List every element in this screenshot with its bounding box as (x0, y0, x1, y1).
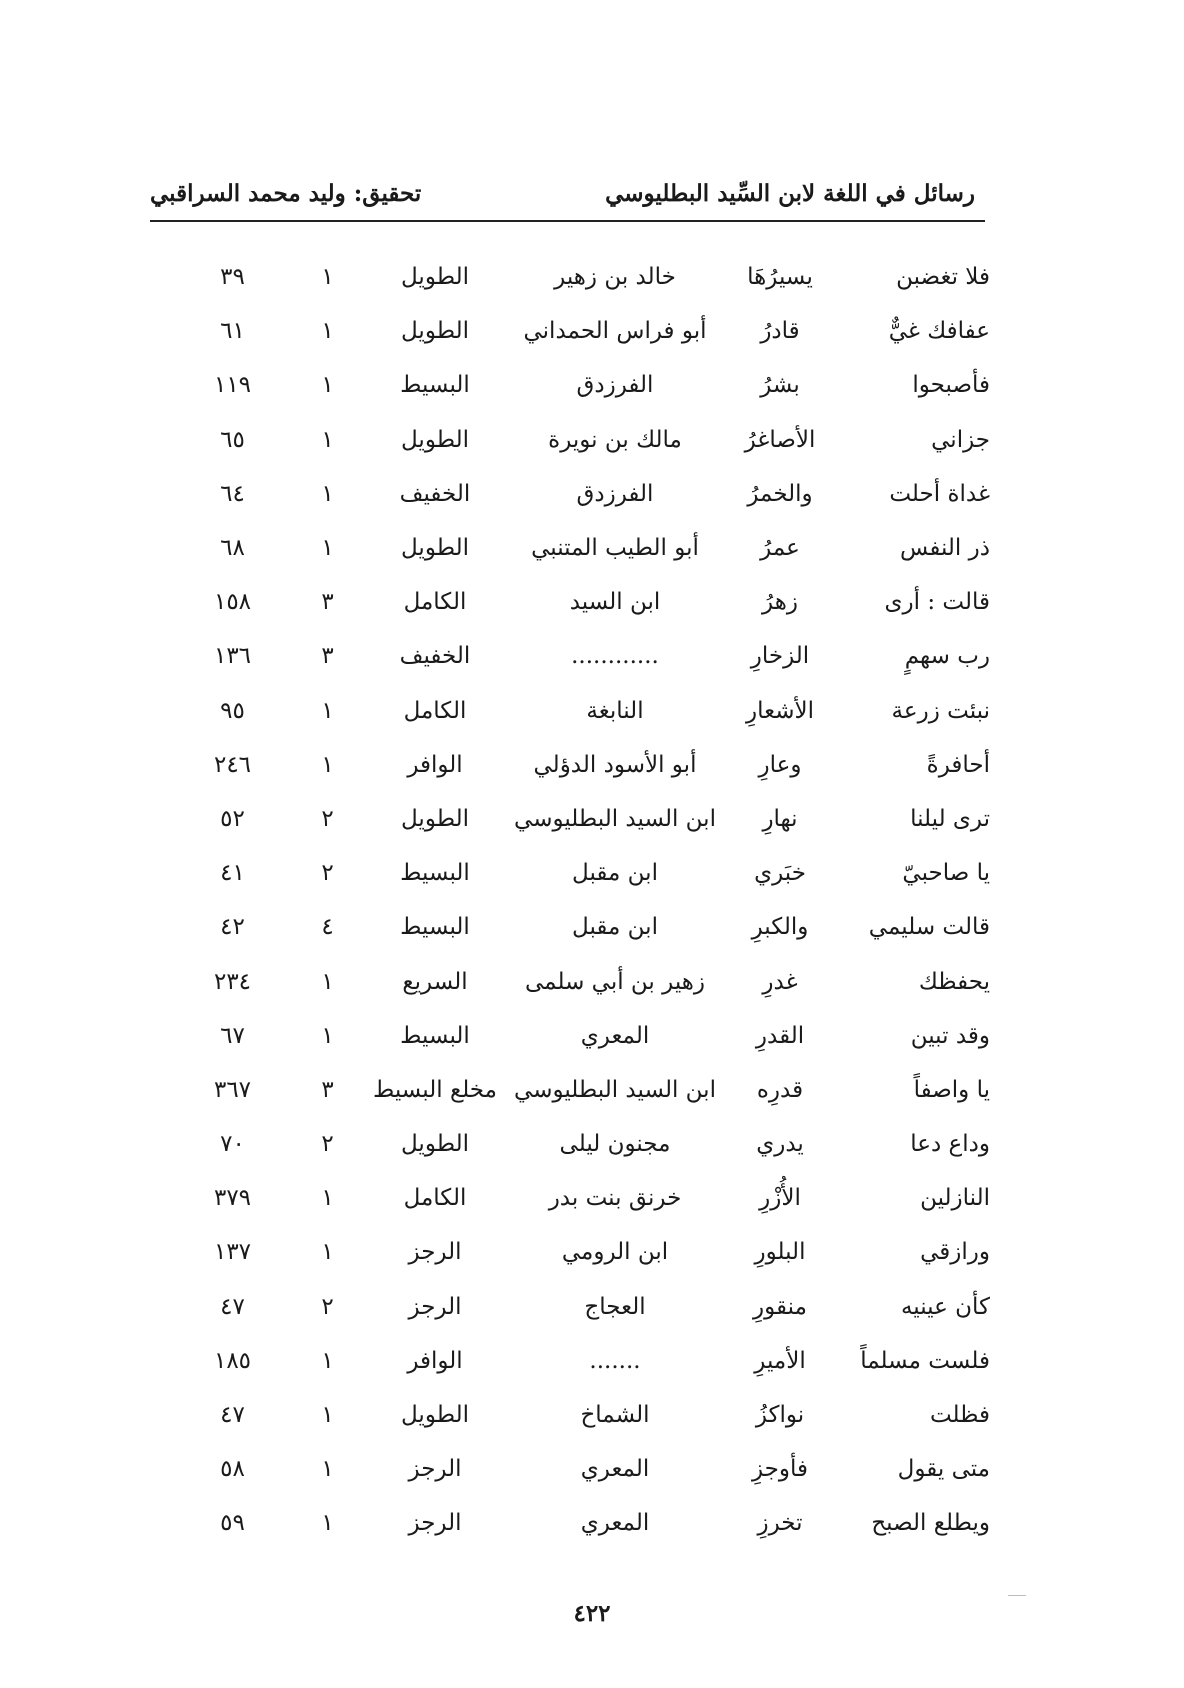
rhyme-word: الأشعارِ (746, 697, 814, 724)
rhyme-word: تخرزِ (757, 1510, 803, 1537)
rhyme-word: قدرِه (756, 1076, 804, 1103)
poetic-meter: الرجز (408, 1239, 462, 1266)
page-reference: ٢٣٤ (213, 968, 252, 995)
table-row (170, 413, 990, 467)
editor-credit: تحقيق: وليد محمد السراقبي (150, 180, 422, 207)
poetic-meter: الخفيف (399, 643, 471, 670)
poetic-meter: الطويل (401, 264, 469, 291)
poetic-meter: الرجز (408, 1456, 462, 1483)
verse-count: ١ (321, 480, 334, 507)
verse-opening: كأن عينيه (900, 1293, 990, 1320)
poet-name: خرنق بنت بدر (548, 1185, 682, 1212)
poetic-meter: الكامل (403, 589, 467, 616)
page-reference: ٤٧ (220, 1293, 245, 1320)
rhyme-word: نواكزُ (755, 1402, 805, 1429)
page-reference: ٦١ (220, 318, 245, 345)
table-row (170, 358, 990, 412)
page-reference: ٦٥ (220, 426, 245, 453)
table-row (170, 250, 990, 304)
verse-opening: غداة أحلت (889, 480, 990, 507)
table-row (170, 1280, 990, 1334)
rhyme-word: وعارِ (758, 751, 802, 778)
rhyme-word: الأصاغرُ (744, 426, 816, 453)
verse-count: ٢ (321, 860, 334, 887)
rhyme-word: والكبرِ (751, 914, 809, 941)
table-row (170, 1442, 990, 1496)
poet-name: المعري (580, 1510, 650, 1537)
poet-name: ....... (589, 1347, 641, 1374)
poetic-meter: الطويل (401, 1131, 469, 1158)
verse-opening: جزاني (931, 426, 990, 453)
page-reference: ٣٦٧ (213, 1076, 252, 1103)
poetic-meter: الرجز (408, 1510, 462, 1537)
poetic-meter: البسيط (400, 1022, 470, 1049)
rhyme-word: الأميرِ (754, 1347, 806, 1374)
running-header (150, 160, 985, 220)
poetic-meter: الكامل (403, 1185, 467, 1212)
table-row (170, 629, 990, 683)
rhyme-word: يسيرُهَا (747, 264, 813, 291)
poetic-meter: البسيط (400, 914, 470, 941)
page-reference: ٦٤ (220, 480, 245, 507)
rhyme-word: زهرُ (762, 589, 798, 616)
poet-name: ابن مقبل (572, 860, 658, 887)
poetic-meter: الطويل (401, 426, 469, 453)
page-reference: ٥٨ (220, 1456, 245, 1483)
rhyme-word: فأوجزِ (751, 1456, 809, 1483)
verse-count: ٢ (321, 1293, 334, 1320)
verse-opening: فظلت (929, 1402, 990, 1429)
verse-opening: النازلين (920, 1185, 990, 1212)
poetic-meter: الطويل (401, 1402, 469, 1429)
book-title: رسائل في اللغة لابن السِّيد البطليوسي (605, 180, 975, 207)
poet-name: الشماخ (580, 1402, 650, 1429)
page-reference: ١٥٨ (213, 589, 252, 616)
verse-count: ١ (321, 1239, 334, 1266)
poet-name: زهير بن أبي سلمى (524, 968, 706, 995)
poet-name: ............ (571, 643, 659, 670)
table-row (170, 1117, 990, 1171)
rhyme-word: خبَري (754, 860, 806, 887)
verse-opening: ترى ليلنا (910, 805, 990, 832)
verse-opening: وداع دعا (910, 1131, 990, 1158)
poetic-meter: الطويل (401, 318, 469, 345)
verse-count: ١ (321, 535, 334, 562)
rhyme-word: نهارِ (762, 805, 798, 832)
rhyme-word: يدري (756, 1131, 804, 1158)
table-row (170, 1009, 990, 1063)
verse-count: ١ (321, 1402, 334, 1429)
rhyme-word: القدرِ (755, 1022, 805, 1049)
verse-opening: فلا تغضبن (896, 264, 990, 291)
verse-count: ٢ (321, 805, 334, 832)
page-reference: ٤١ (220, 860, 245, 887)
verse-count: ٢ (321, 1131, 334, 1158)
rhyme-word: غدرِ (762, 968, 798, 995)
verse-count: ١ (321, 426, 334, 453)
poet-name: أبو الأسود الدؤلي (533, 751, 697, 778)
page-reference: ٩٥ (220, 697, 245, 724)
verse-count: ٣ (321, 1076, 334, 1103)
verse-opening: قالت : أرى (884, 589, 990, 616)
rhyme-word: البلورِ (754, 1239, 806, 1266)
verse-opening: فأصبحوا (912, 372, 990, 399)
verse-count: ١ (321, 1022, 334, 1049)
page-reference: ٤٢ (220, 914, 245, 941)
verse-opening: قالت سليمي (868, 914, 990, 941)
verse-opening: نبئت زرعة (891, 697, 990, 724)
verse-count: ١ (321, 372, 334, 399)
poetic-meter: البسيط (400, 860, 470, 887)
poet-name: النابغة (586, 697, 644, 724)
scan-mark (1008, 1595, 1026, 1596)
table-row (170, 467, 990, 521)
page-reference: ٦٨ (220, 535, 245, 562)
poet-name: ابن السيد البطليوسي (514, 805, 716, 832)
table-row (170, 1171, 990, 1225)
verse-opening: يحفظك (918, 968, 990, 995)
verse-opening: فلست مسلماً (860, 1347, 990, 1374)
verse-count: ٤ (321, 914, 334, 941)
verse-index-table (170, 250, 990, 1551)
poet-name: أبو الطيب المتنبي (531, 535, 699, 562)
poetic-meter: البسيط (400, 372, 470, 399)
page-reference: ٢٤٦ (213, 751, 252, 778)
table-row (170, 846, 990, 900)
table-row (170, 1334, 990, 1388)
poetic-meter: الخفيف (399, 480, 471, 507)
page-number: ٤٢٢ (573, 1600, 611, 1627)
page-reference: ٦٧ (220, 1022, 245, 1049)
verse-opening: ورازقي (920, 1239, 990, 1266)
verse-count: ٣ (321, 643, 334, 670)
poet-name: ابن السيد البطليوسي (514, 1076, 716, 1103)
poet-name: مالك بن نويرة (548, 426, 682, 453)
verse-opening: ذر النفس (900, 535, 990, 562)
verse-opening: يا صاحبيّ (902, 860, 990, 887)
poet-name: المعري (580, 1456, 650, 1483)
poetic-meter: الكامل (403, 697, 467, 724)
poet-name: ابن مقبل (572, 914, 658, 941)
page-reference: ١٨٥ (213, 1347, 252, 1374)
page-reference: ٣٧٩ (213, 1185, 252, 1212)
table-row (170, 575, 990, 629)
rhyme-word: بشرُ (760, 372, 800, 399)
verse-opening: عفافك غيٌّ (888, 318, 990, 345)
poet-name: مجنون ليلى (559, 1131, 671, 1158)
page-reference: ٧٠ (220, 1131, 245, 1158)
poetic-meter: الوافر (407, 751, 463, 778)
table-row (170, 521, 990, 575)
poet-name: الفرزدق (576, 372, 654, 399)
table-row (170, 738, 990, 792)
rhyme-word: قادرُ (760, 318, 800, 345)
verse-count: ١ (321, 1456, 334, 1483)
rhyme-word: الأُزْرِ (759, 1185, 801, 1212)
page-reference: ٣٩ (220, 264, 245, 291)
page-reference: ١١٩ (213, 372, 252, 399)
verse-count: ١ (321, 751, 334, 778)
table-row (170, 1388, 990, 1442)
table-row (170, 304, 990, 358)
table-row (170, 1225, 990, 1279)
verse-opening: وقد تبين (910, 1022, 990, 1049)
verse-count: ١ (321, 968, 334, 995)
verse-count: ١ (321, 264, 334, 291)
poetic-meter: الوافر (407, 1347, 463, 1374)
page-reference: ٥٩ (220, 1510, 245, 1537)
verse-index-body (170, 250, 990, 1551)
verse-count: ١ (321, 1185, 334, 1212)
verse-count: ١ (321, 1510, 334, 1537)
poet-name: أبو فراس الحمداني (523, 318, 707, 345)
verse-opening: متى يقول (897, 1456, 990, 1483)
table-row (170, 684, 990, 738)
poetic-meter: الرجز (408, 1293, 462, 1320)
poet-name: الفرزدق (576, 480, 654, 507)
table-row (170, 792, 990, 846)
verse-opening: ويطلع الصبح (871, 1510, 990, 1537)
rhyme-word: عمرُ (760, 535, 800, 562)
verse-count: ١ (321, 697, 334, 724)
rhyme-word: والخمرُ (747, 480, 813, 507)
table-row (170, 900, 990, 954)
verse-count: ١ (321, 318, 334, 345)
poet-name: ابن السيد (569, 589, 661, 616)
table-row (170, 1496, 990, 1550)
table-row (170, 954, 990, 1008)
verse-opening: يا واصفاً (913, 1076, 990, 1103)
verse-count: ٣ (321, 589, 334, 616)
poetic-meter: مخلع البسيط (373, 1076, 497, 1103)
page-reference: ١٣٧ (213, 1239, 252, 1266)
poetic-meter: السريع (402, 968, 468, 995)
table-row (170, 1063, 990, 1117)
poet-name: ابن الرومي (561, 1239, 669, 1266)
poet-name: المعري (580, 1022, 650, 1049)
page-reference: ٤٧ (220, 1402, 245, 1429)
poet-name: العجاج (584, 1293, 646, 1320)
page-reference: ١٣٦ (213, 643, 252, 670)
verse-opening: أحافرةً (926, 751, 990, 778)
page-reference: ٥٢ (220, 805, 245, 832)
verse-opening: رب سهمٍ (904, 643, 990, 670)
rhyme-word: الزخارِ (750, 643, 810, 670)
verse-count: ١ (321, 1347, 334, 1374)
poetic-meter: الطويل (401, 805, 469, 832)
header-rule (150, 220, 985, 222)
rhyme-word: منقورِ (753, 1293, 807, 1320)
poet-name: خالد بن زهير (554, 264, 676, 291)
poetic-meter: الطويل (401, 535, 469, 562)
